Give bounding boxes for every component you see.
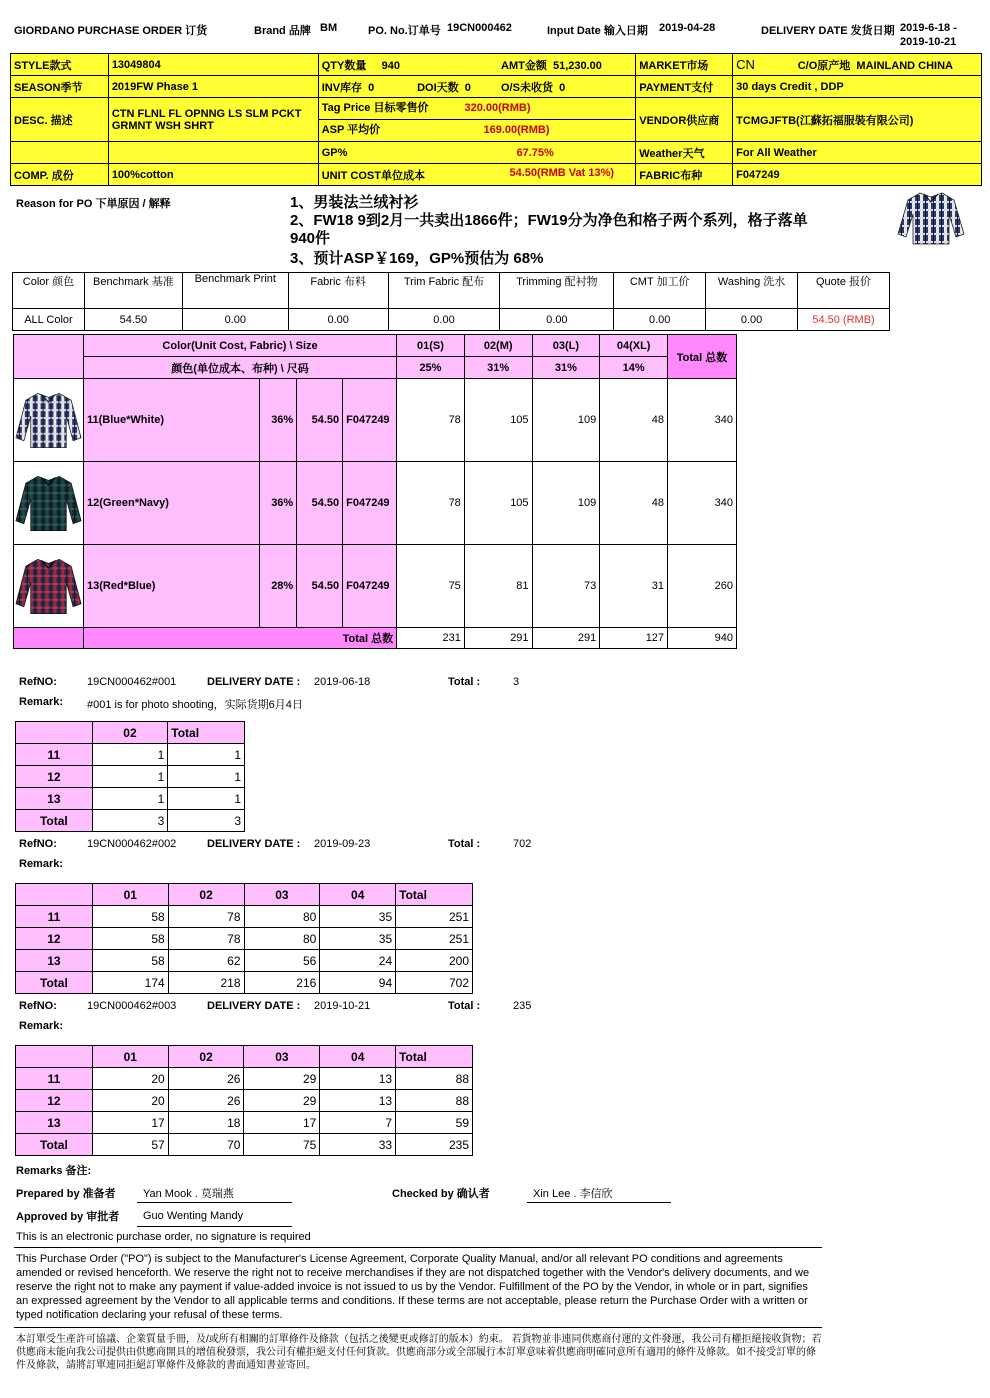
comp-label: COMP. 成份 <box>11 164 109 186</box>
vendor-label: VENDOR供应商 <box>636 98 733 142</box>
reason-line-2: 2、FW18 9到2月一共卖出1866件；FW19分为净色和格子两个系列，格子落单 <box>290 212 808 229</box>
reason-line-3: 3、预计ASP￥169，GP%预估为 68% <box>290 250 544 267</box>
d3-col-total: Total <box>396 1046 473 1068</box>
d3-cell: 88 <box>396 1068 473 1090</box>
comp-value: 100%cotton <box>108 164 318 186</box>
fabric-label: FABRIC布种 <box>636 164 733 186</box>
d2-cell: 35 <box>320 906 396 928</box>
season-value: 2019FW Phase 1 <box>108 76 318 98</box>
table-row <box>14 545 737 628</box>
row-color: 11(Blue*White) <box>84 379 260 462</box>
d3-row-12: 12 <box>16 1090 93 1112</box>
cost-header-benchmark: Benchmark 基准 <box>84 273 182 309</box>
d2-table <box>15 883 473 994</box>
d2-refno: 19CN000462#002 <box>87 838 177 850</box>
size-01: 01(S) <box>397 335 465 357</box>
delivery-date-range-start: 2019-6-18 - <box>900 22 957 34</box>
reason-line-1: 1、男装法兰绒衬衫 <box>290 194 419 211</box>
input-date: 2019-04-28 <box>659 22 716 34</box>
asp-value: 169.00(RMB) <box>483 124 550 136</box>
d1-row-13: 13 <box>16 788 93 810</box>
d2-col-03: 03 <box>244 884 320 906</box>
d3-total-label: Total : <box>448 1000 481 1012</box>
cost-header-cmt: CMT 加工价 <box>614 273 706 309</box>
cost-table <box>12 272 890 331</box>
po-number: 19CN000462 <box>447 22 512 34</box>
electronic-notice: This is an electronic purchase order, no signature is required <box>16 1231 311 1243</box>
d2-total: 702 <box>513 838 532 850</box>
info-table <box>10 53 982 186</box>
d2-remark-label: Remark: <box>19 858 64 870</box>
d2-col-total: Total <box>396 884 473 906</box>
row-cost: 54.50 <box>297 462 343 545</box>
unit-cost-label: UNIT COST单位成本 <box>321 169 425 182</box>
fabric-value: F047249 <box>733 164 982 186</box>
d2-cell: 78 <box>168 906 244 928</box>
shirt-green-navy-image <box>14 473 83 533</box>
d3-cell: 235 <box>396 1134 473 1156</box>
total-03: 291 <box>532 628 600 649</box>
size-head-1: Color(Unit Cost, Fabric) \ Size <box>84 335 397 357</box>
checked-name: Xin Lee . 李信欣 <box>533 1188 613 1200</box>
unit-cost-value: 54.50(RMB Vat 13%) <box>509 166 615 179</box>
payment-label: PAYMENT支付 <box>636 76 733 98</box>
d1-refno-label: RefNO: <box>19 676 57 688</box>
row-qty-04: 31 <box>600 545 668 628</box>
cost-value-quote: 54.50 (RMB) <box>798 309 890 331</box>
d1-cell: 1 <box>92 788 168 810</box>
delivery-date-label: DELIVERY DATE 发货日期 <box>761 25 895 37</box>
d2-cell: 80 <box>244 928 320 950</box>
d2-date-label: DELIVERY DATE : <box>207 838 301 850</box>
total-04: 127 <box>600 628 668 649</box>
row-qty-03: 109 <box>532 462 600 545</box>
d3-refno-label: RefNO: <box>19 1000 57 1012</box>
d3-cell: 18 <box>168 1112 244 1134</box>
inv-value: 0 <box>368 81 375 94</box>
desc-line-1: CTN FLNL FL OPNNG LS SLM PCKT <box>111 107 302 120</box>
d1-row-11: 11 <box>16 744 93 766</box>
d2-cell: 24 <box>320 950 396 972</box>
inv-label: INV库存 <box>321 81 363 94</box>
row-cost: 54.50 <box>297 545 343 628</box>
co-value: MAINLAND CHINA <box>856 59 953 72</box>
cost-header-quote: Quote 报价 <box>798 273 890 309</box>
row-color: 13(Red*Blue) <box>84 545 260 628</box>
d1-col-total: Total <box>168 722 245 744</box>
d3-cell: 13 <box>320 1068 396 1090</box>
approved-label: Approved by 审批者 <box>16 1211 120 1223</box>
input-date-label: Input Date 输入日期 <box>547 25 648 37</box>
cost-value-color: ALL Color <box>13 309 85 331</box>
row-qty-01: 78 <box>397 462 465 545</box>
d2-cell: 200 <box>396 950 473 972</box>
prepared-name: Yan Mook . 莫瑞燕 <box>143 1188 234 1200</box>
d3-col-03: 03 <box>244 1046 320 1068</box>
d1-total: 3 <box>513 676 520 688</box>
d1-cell: 1 <box>92 766 168 788</box>
d3-table <box>15 1045 473 1156</box>
table-row <box>14 462 737 545</box>
d3-cell: 17 <box>92 1112 168 1134</box>
d3-date-label: DELIVERY DATE : <box>207 1000 301 1012</box>
cost-value-trim-fabric: 0.00 <box>388 309 500 331</box>
vendor-value: TCMGJFTB(江蘇拓福服裝有限公司) <box>733 98 982 142</box>
row-total: 260 <box>668 545 737 628</box>
reason-label: Reason for PO 下単原因 / 解释 <box>16 198 171 210</box>
d2-cell: 218 <box>168 972 244 994</box>
cost-value-washing: 0.00 <box>706 309 798 331</box>
d2-cell: 58 <box>92 950 168 972</box>
qty-label: QTY数量 <box>321 59 367 72</box>
d1-row-total: Total <box>16 810 93 832</box>
tag-price-value: 320.00(RMB) <box>464 102 531 114</box>
cost-header-trimming: Trimming 配衬物 <box>500 273 614 309</box>
po-title: GIORDANO PURCHASE ORDER 订货 <box>14 25 208 37</box>
d3-remark-label: Remark: <box>19 1020 64 1032</box>
d2-cell: 251 <box>396 906 473 928</box>
d2-row-total: Total <box>16 972 93 994</box>
d2-cell: 216 <box>244 972 320 994</box>
d3-cell: 26 <box>168 1068 244 1090</box>
size-total-label: Total 总数 <box>84 628 397 649</box>
d1-cell: 1 <box>168 788 245 810</box>
brand-value: BM <box>320 22 338 34</box>
d3-cell: 7 <box>320 1112 396 1134</box>
d2-total-label: Total : <box>448 838 481 850</box>
doi-label: DOI天数 <box>417 81 459 94</box>
d3-cell: 70 <box>168 1134 244 1156</box>
d1-cell: 1 <box>168 744 245 766</box>
d2-cell: 58 <box>92 906 168 928</box>
d2-cell: 58 <box>92 928 168 950</box>
doi-value: 0 <box>464 81 471 94</box>
d2-row-12: 12 <box>16 928 93 950</box>
prepared-label: Prepared by 准备者 <box>16 1188 116 1200</box>
d3-cell: 29 <box>244 1090 320 1112</box>
cost-value-trimming: 0.00 <box>500 309 614 331</box>
row-pct: 36% <box>260 462 297 545</box>
d1-row-12: 12 <box>16 766 93 788</box>
d2-cell: 78 <box>168 928 244 950</box>
asp-label: ASP 平均价 <box>321 124 381 136</box>
amt-value: 51,230.00 <box>552 59 602 72</box>
cost-header-color: Color 颜色 <box>13 273 85 309</box>
d1-refno: 19CN000462#001 <box>87 676 177 688</box>
d2-cell: 80 <box>244 906 320 928</box>
d3-row-13: 13 <box>16 1112 93 1134</box>
d3-col-04: 04 <box>320 1046 396 1068</box>
d1-date: 2019-06-18 <box>314 676 371 688</box>
style-shirt-image <box>896 190 966 246</box>
weather-label: Weather天气 <box>636 142 733 164</box>
size-04: 04(XL) <box>600 335 668 357</box>
d3-cell: 88 <box>396 1090 473 1112</box>
row-total: 340 <box>668 462 737 545</box>
cost-value-fabric: 0.00 <box>288 309 388 331</box>
total-01: 231 <box>397 628 465 649</box>
size-head-2: 颜色(单位成本、布种) \ 尺码 <box>84 357 397 379</box>
row-color: 12(Green*Navy) <box>84 462 260 545</box>
d2-col-02: 02 <box>168 884 244 906</box>
d1-cell: 3 <box>92 810 168 832</box>
d3-cell: 20 <box>92 1090 168 1112</box>
d1-remark: #001 is for photo shooting，实际货期6月4日 <box>87 699 303 711</box>
total-02: 291 <box>464 628 532 649</box>
d3-cell: 20 <box>92 1068 168 1090</box>
d2-col-04: 04 <box>320 884 396 906</box>
d2-cell: 35 <box>320 928 396 950</box>
row-qty-02: 105 <box>464 462 532 545</box>
weather-value: For All Weather <box>733 142 982 164</box>
cost-header-benchmark-print: Benchmark Print <box>182 273 288 309</box>
d1-table <box>15 721 245 832</box>
grand-total: 940 <box>668 628 737 649</box>
terms-english: This Purchase Order ("PO") is subject to the Manufacturer's License Agreement, Corporate Quality Manual, and/or all relevant PO conditions and agreements amended or revised henceforth. We reserve the right not to receive merchandises if they are not dispatched together with the Vendor's delivery documents, and we reserve the right not to make any payment if value-added invoice is not issued to us by the Vendor. Fulfillment of the PO by the Vendor, in whole or in part, signifies an expressed agreement by the Vendor to all applicable terms and conditions. If these terms are not acceptable, please return the Purchase Order with a written or typed notification declaring your refusal of these terms. <box>16 1253 810 1321</box>
size-total-head: Total 总数 <box>668 335 737 379</box>
cost-value-benchmark: 54.50 <box>84 309 182 331</box>
style-label: STYLE款式 <box>11 54 109 76</box>
cost-header-washing: Washing 洗水 <box>706 273 798 309</box>
tag-price-label: Tag Price 目标零售价 <box>321 102 429 114</box>
d1-cell: 3 <box>168 810 245 832</box>
desc-label: DESC. 描述 <box>11 98 109 142</box>
terms-chinese: 本訂單受生產許可協議、企業質量手冊，及/或所有相關的訂單條件及條款（包括之後變更或修訂的版本）約束。 若貨物並非連同供應商付運的文件發運，我公司有權拒絕接收貨物；若供應商未能向我公司提供由供應商開具的增值稅發票，我公司有權拒絕支付任何貨款。供應商部分或全部履行本訂單意味着供應商明確同意所有適用的條件及條款。如不接受訂單的條件及條款，請將訂單連同拒絕訂單條件及條款的書面通知書並寄回。 <box>16 1334 822 1371</box>
cost-header-fabric: Fabric 布料 <box>288 273 388 309</box>
d3-cell: 75 <box>244 1134 320 1156</box>
brand-label: Brand 品牌 <box>254 25 311 37</box>
approved-name: Guo Wenting Mandy <box>143 1210 244 1222</box>
d3-cell: 57 <box>92 1134 168 1156</box>
cost-value-benchmark-print: 0.00 <box>182 309 288 331</box>
remarks-label: Remarks 备注: <box>16 1165 92 1177</box>
d3-col-02: 02 <box>168 1046 244 1068</box>
cost-header-trim-fabric: Trim Fabric 配布 <box>388 273 500 309</box>
d3-cell: 13 <box>320 1090 396 1112</box>
ratio-03: 31% <box>532 357 600 379</box>
d2-col-01: 01 <box>92 884 168 906</box>
gp-value: 67.75% <box>516 146 554 159</box>
po-label: PO. No.订单号 <box>368 25 441 37</box>
delivery-date-range-end: 2019-10-21 <box>900 36 957 48</box>
row-qty-02: 81 <box>464 545 532 628</box>
shirt-blue-white-image <box>14 390 83 450</box>
d3-cell: 29 <box>244 1068 320 1090</box>
os-value: 0 <box>559 81 566 94</box>
row-qty-03: 109 <box>532 379 600 462</box>
d2-cell: 62 <box>168 950 244 972</box>
d1-date-label: DELIVERY DATE : <box>207 676 301 688</box>
ratio-04: 14% <box>600 357 668 379</box>
size-03: 03(L) <box>532 335 600 357</box>
d1-remark-label: Remark: <box>19 696 64 708</box>
d3-col-01: 01 <box>92 1046 168 1068</box>
market-label: MARKET市场 <box>636 54 733 76</box>
d2-date: 2019-09-23 <box>314 838 371 850</box>
d3-row-11: 11 <box>16 1068 93 1090</box>
style-value: 13049804 <box>108 54 318 76</box>
d2-cell: 174 <box>92 972 168 994</box>
d3-cell: 26 <box>168 1090 244 1112</box>
d2-cell: 56 <box>244 950 320 972</box>
d2-cell: 702 <box>396 972 473 994</box>
row-qty-01: 75 <box>397 545 465 628</box>
market-value: CN <box>736 56 755 72</box>
reason-line-2b: 940件 <box>290 230 331 247</box>
d1-cell: 1 <box>168 766 245 788</box>
row-qty-01: 78 <box>397 379 465 462</box>
d2-row-11: 11 <box>16 906 93 928</box>
os-label: O/S未收货 <box>501 81 553 94</box>
checked-label: Checked by 确认者 <box>392 1188 490 1200</box>
size-table <box>13 334 737 649</box>
d2-cell: 251 <box>396 928 473 950</box>
desc-line-2: GRMNT WSH SHRT <box>111 119 214 132</box>
row-fabric: F047249 <box>343 379 397 462</box>
row-fabric: F047249 <box>343 545 397 628</box>
d2-row-13: 13 <box>16 950 93 972</box>
d1-total-label: Total : <box>448 676 481 688</box>
ratio-02: 31% <box>464 357 532 379</box>
d3-refno: 19CN000462#003 <box>87 1000 177 1012</box>
row-qty-04: 48 <box>600 379 668 462</box>
d3-cell: 17 <box>244 1112 320 1134</box>
row-total: 340 <box>668 379 737 462</box>
table-row <box>14 379 737 462</box>
d2-refno-label: RefNO: <box>19 838 57 850</box>
size-02: 02(M) <box>464 335 532 357</box>
co-label: C/O原产地 <box>797 59 851 72</box>
row-qty-02: 105 <box>464 379 532 462</box>
row-pct: 36% <box>260 379 297 462</box>
d3-total: 235 <box>513 1000 532 1012</box>
amt-label: AMT金额 <box>501 59 547 72</box>
row-qty-03: 73 <box>532 545 600 628</box>
payment-value: 30 days Credit , DDP <box>733 76 982 98</box>
gp-label: GP% <box>321 146 348 159</box>
row-fabric: F047249 <box>343 462 397 545</box>
reason-text <box>290 194 880 268</box>
d1-cell: 1 <box>92 744 168 766</box>
season-label: SEASON季节 <box>11 76 109 98</box>
qty-value: 940 <box>381 59 400 72</box>
d2-cell: 94 <box>320 972 396 994</box>
row-pct: 28% <box>260 545 297 628</box>
cost-value-cmt: 0.00 <box>614 309 706 331</box>
d3-cell: 33 <box>320 1134 396 1156</box>
ratio-01: 25% <box>397 357 465 379</box>
row-qty-04: 48 <box>600 462 668 545</box>
shirt-red-blue-image <box>14 556 83 616</box>
row-cost: 54.50 <box>297 379 343 462</box>
d3-cell: 59 <box>396 1112 473 1134</box>
d3-row-total: Total <box>16 1134 93 1156</box>
d3-date: 2019-10-21 <box>314 1000 371 1012</box>
d1-col-02: 02 <box>92 722 168 744</box>
